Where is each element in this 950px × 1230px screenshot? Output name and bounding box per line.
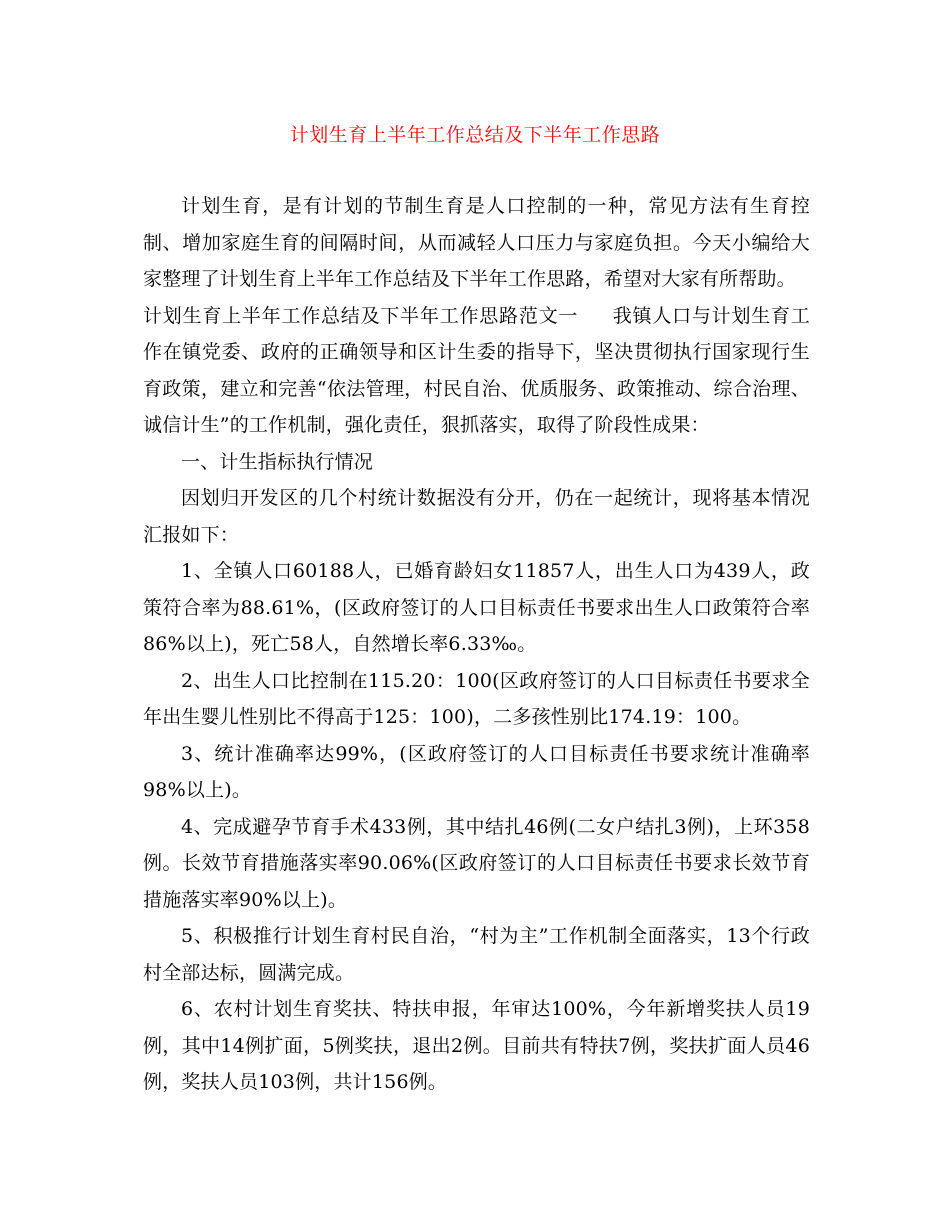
list-item: 4、完成避孕节育手术433例，其中结扎46例(二女户结扎3例)，上环358例。长效节育措施落实率90.06%(区政府签订的人口目标责任书要求长效节育措施落实率90%以上)。 <box>143 815 810 911</box>
section-body: 我镇人口与计划生育工作在镇党委、政府的正确领导和区计生委的指导下，坚决贯彻执行国家现行生育政策，建立和完善“依法管理，村民自治、优质服务、政策推动、综合治理、诚信计生”的工作机制，强化责任，狠抓落实，取得了阶段性成果： <box>143 304 810 436</box>
list-item: 1、全镇人口60188人，已婚育龄妇女11857人，出生人口为439人，政策符合率为88.61%，(区政府签订的人口目标责任书要求出生人口政策符合率86%以上)，死亡58人，自然增长率6.33‰。 <box>143 560 810 655</box>
list-item: 6、农村计划生育奖扶、特扶申报，年审达100%，今年新增奖扶人员19例，其中14例扩面，5例奖扶，退出2例。目前共有特扶7例，奖扶扩面人员46例，奖扶人员103例，共计156例。 <box>143 998 810 1093</box>
section-heading: 计划生育上半年工作总结及下半年工作思路范文一 <box>143 304 579 327</box>
document-title: 计划生育上半年工作总结及下半年工作思路 <box>289 124 661 146</box>
list-item: 3、统计准确率达99%，(区政府签订的人口目标责任书要求统计准确率98%以上)。 <box>143 742 810 801</box>
list-item: 5、积极推行计划生育村民自治，“村为主”工作机制全面落实，13个行政村全部达标，圆满完成。 <box>143 925 810 984</box>
intro-paragraph: 计划生育，是有计划的节制生育是人口控制的一种，常见方法有生育控制、增加家庭生育的间隔时间，从而减轻人口压力与家庭负担。今天小编给大家整理了计划生育上半年工作总结及下半年工作思路，希望对大家有所帮助。 <box>143 195 810 290</box>
section-paragraph <box>143 298 810 444</box>
stats-intro-paragraph: 因划归开发区的几个村统计数据没有分开，仍在一起统计，现将基本情况汇报如下： <box>143 487 810 546</box>
subheading-indicators: 一、计生指标执行情况 <box>181 450 374 473</box>
list-item: 2、出生人口比控制在115.20：100(区政府签订的人口目标责任书要求全年出生婴儿性别比不得高于125：100)，二多孩性别比174.19：100。 <box>143 669 810 728</box>
document-body <box>143 188 810 1101</box>
